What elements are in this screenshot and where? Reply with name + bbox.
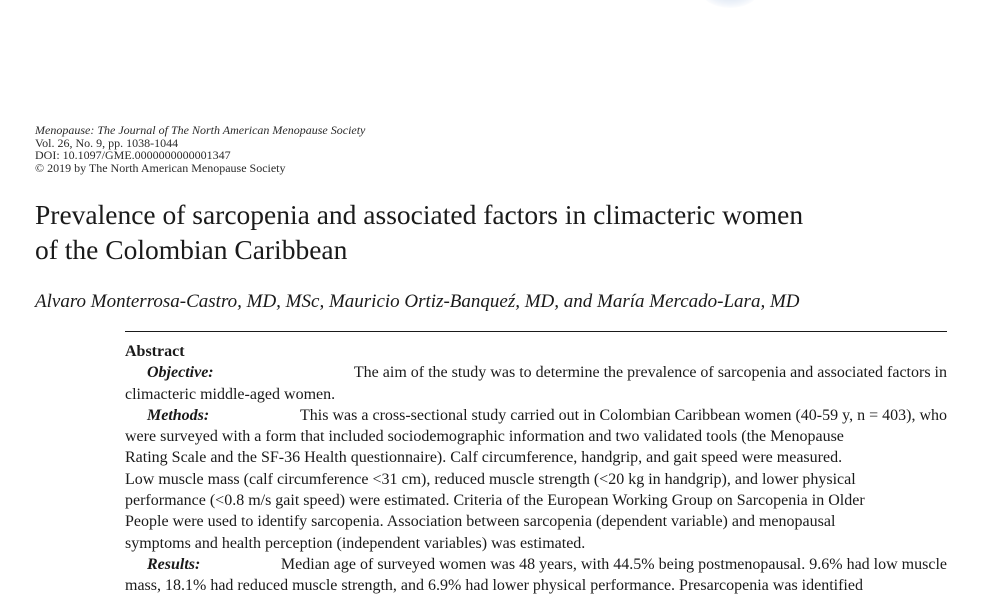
methods-line-2: were surveyed with a form that included sociodemographic information and two validated tools (the Menopause (125, 428, 844, 446)
methods-label: Methods: (147, 406, 210, 424)
article-title (35, 197, 975, 267)
article-title-line-1: Prevalence of sarcopenia and associated factors in climacteric women (35, 199, 804, 230)
methods-line-5: performance (<0.8 m/s gait speed) were estimated. Criteria of the European Working Group on Sarcopenia in Older (125, 492, 865, 510)
article-title-line-2: of the Colombian Caribbean (35, 234, 348, 265)
journal-info (35, 124, 365, 174)
methods-line-4: Low muscle mass (calf circumference <31 cm), reduced muscle strength (<20 kg in handgrip), and lower physical (125, 470, 856, 488)
results-label: Results: (147, 555, 201, 573)
results-line-2: mass, 18.1% had reduced muscle strength, and 6.9% had lower physical performance. Presarcopenia was identified (125, 577, 863, 595)
abstract-results (125, 554, 947, 597)
abstract-section (125, 341, 947, 597)
methods-line-7: symptoms and health perception (independent variables) was estimated. (125, 534, 586, 552)
objective-line-1: The aim of the study was to determine the prevalence of sarcopenia and associated factors in (353, 364, 947, 382)
abstract-line (125, 554, 947, 575)
abstract-methods (125, 405, 947, 554)
abstract-objective (125, 362, 947, 405)
methods-line-6: People were used to identify sarcopenia. Association between sarcopenia (dependent variable) and menopausal (125, 513, 836, 531)
journal-doi: DOI: 10.1097/GME.0000000000001347 (35, 148, 231, 162)
objective-line-2: climacteric middle-aged women. (125, 385, 336, 403)
methods-line-3: Rating Scale and the SF-36 Health questionnaire). Calf circumference, handgrip, and gait speed were measured. (125, 449, 843, 467)
methods-line-1: This was a cross-sectional study carried out in Colombian Caribbean women (40-59 y, n = 403), who (300, 406, 947, 424)
journal-volume: Vol. 26, No. 9, pp. 1038-1044 (35, 135, 179, 150)
results-line-1: Median age of surveyed women was 48 years, with 44.5% being postmenopausal. 9.6% had low muscle (280, 555, 947, 573)
abstract-line (125, 405, 947, 426)
objective-label: Objective: (147, 364, 214, 382)
decorative-blob (700, 0, 760, 8)
abstract-heading: Abstract (125, 343, 185, 360)
abstract-line (125, 362, 947, 383)
author-list: Alvaro Monterrosa-Castro, MD, MSc, Mauricio Ortiz-Banqueź, MD, and María Mercado-Lara, MD (35, 291, 800, 312)
journal-copyright: © 2019 by The North American Menopause Society (35, 160, 286, 175)
journal-name: Menopause: The Journal of The North American Menopause Society (35, 123, 366, 137)
abstract-divider (125, 331, 947, 332)
